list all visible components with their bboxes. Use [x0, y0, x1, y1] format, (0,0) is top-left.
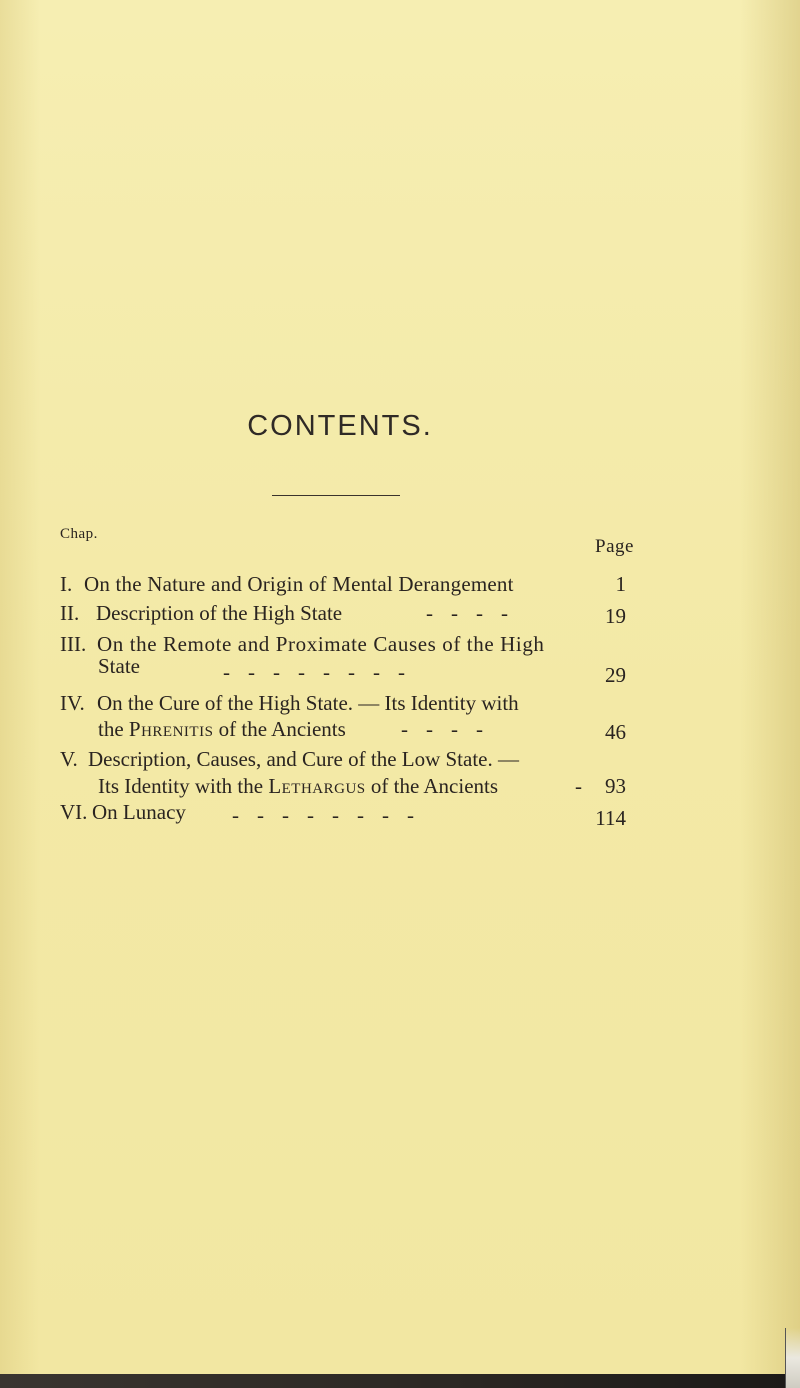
- chapter-number: III.: [60, 632, 87, 656]
- page-number: 1: [615, 572, 626, 596]
- leader-dots: -: [575, 774, 600, 798]
- page-column-label: Page: [595, 536, 634, 557]
- chapter-title-line: On the Cure of the High State. — Its Identity with: [97, 691, 519, 715]
- leader-dots: --------: [223, 660, 423, 684]
- page-number: 29: [605, 663, 626, 687]
- chapter-title: On the Nature and Origin of Mental Derangement: [84, 572, 514, 596]
- chapter-title: On Lunacy: [92, 800, 186, 824]
- leader-dots: --------: [232, 803, 432, 827]
- chapter-title-line: Its Identity with the Lethargus of the Ancients: [98, 774, 499, 798]
- chapter-title: Description of the High State: [96, 601, 343, 625]
- chapter-number: IV.: [60, 691, 85, 715]
- chapter-number: VI.: [60, 800, 88, 824]
- chapter-title-line: State: [98, 654, 140, 678]
- chapter-number: V.: [60, 747, 78, 771]
- leader-dots: ----: [401, 717, 501, 741]
- chapter-number: II.: [60, 601, 80, 625]
- leader-dots: ----: [426, 601, 526, 625]
- chapter-title-line: Description, Causes, and Cure of the Low State. —: [88, 747, 519, 771]
- page-number: 46: [605, 720, 626, 744]
- page-corner: [785, 1328, 800, 1388]
- chap-column-label: Chap.: [60, 526, 98, 542]
- page-number: 19: [605, 604, 626, 628]
- lethargus-term: Lethargus: [268, 774, 366, 798]
- chapter-title-line: the Phrenitis of the Ancients: [98, 717, 346, 741]
- chapter-title-line: On the Remote and Proximate Causes of the High: [97, 632, 545, 656]
- contents-heading: CONTENTS.: [247, 410, 433, 442]
- chapter-number: I.: [60, 572, 73, 596]
- phrenitis-term: Phrenitis: [128, 717, 214, 741]
- page-number: 114: [595, 806, 626, 830]
- page-number: 93: [605, 774, 626, 798]
- scan-edge-shadow: [0, 1374, 790, 1388]
